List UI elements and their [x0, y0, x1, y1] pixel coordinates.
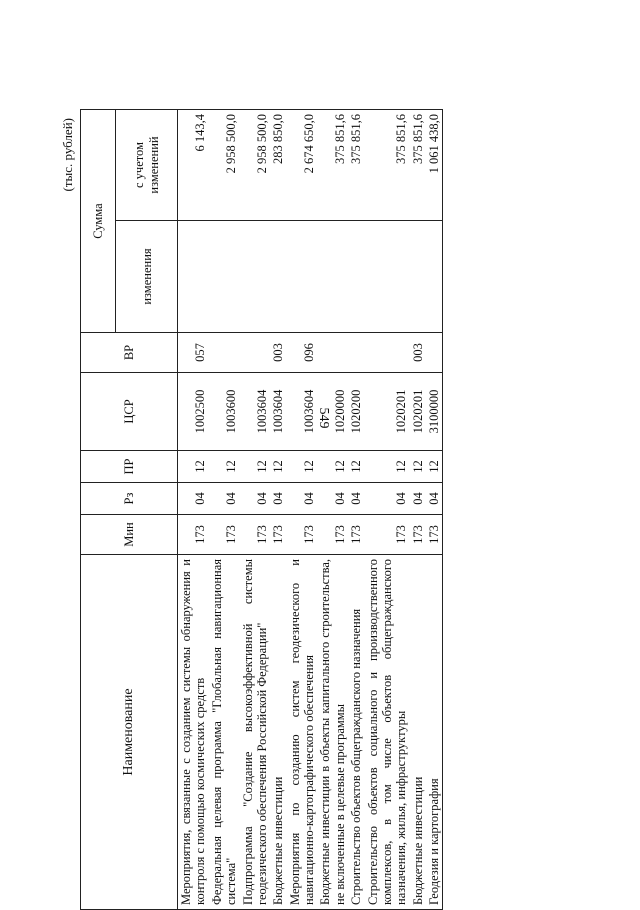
row-min: 173	[365, 515, 410, 555]
row-vr: 003	[270, 333, 286, 373]
header-with-changes: с учетом изменений	[116, 110, 178, 221]
row-rz: 04	[410, 483, 426, 515]
row-csr: 1020200	[348, 373, 364, 451]
row-csr: 1020201	[365, 373, 410, 451]
row-with-changes: 1 061 438,0	[426, 110, 443, 221]
row-min: 173	[426, 515, 443, 555]
row-changes	[348, 221, 364, 333]
row-rz: 04	[178, 483, 209, 515]
row-csr: 1020201	[410, 373, 426, 451]
row-with-changes: 6 143,4	[178, 110, 209, 221]
table-row	[317, 110, 348, 910]
table-row	[287, 110, 318, 910]
table-row	[209, 110, 240, 910]
table-row	[410, 110, 426, 910]
row-csr: 1003604	[270, 373, 286, 451]
row-name: Мероприятия, связанные с созданием системы обнаружения и контроля с помощью космических средств	[178, 555, 209, 910]
row-vr: 057	[178, 333, 209, 373]
row-rz: 04	[209, 483, 240, 515]
row-vr: 096	[287, 333, 318, 373]
rotated-table-sheet	[60, 110, 540, 910]
table-row	[178, 110, 209, 910]
row-min: 173	[410, 515, 426, 555]
row-csr: 1003600	[209, 373, 240, 451]
row-changes	[287, 221, 318, 333]
row-min: 173	[348, 515, 364, 555]
row-rz: 04	[240, 483, 271, 515]
row-changes	[270, 221, 286, 333]
row-with-changes: 2 674 650,0	[287, 110, 318, 221]
row-name: Федеральная целевая программа "Глобальная навигационная система"	[209, 555, 240, 910]
row-pr: 12	[240, 451, 271, 483]
row-with-changes: 2 958 500,0	[209, 110, 240, 221]
row-name: Геодезия и картография	[426, 555, 443, 910]
table-row	[240, 110, 271, 910]
row-pr: 12	[410, 451, 426, 483]
row-min: 173	[178, 515, 209, 555]
row-pr: 12	[426, 451, 443, 483]
row-with-changes: 375 851,6	[410, 110, 426, 221]
row-rz: 04	[348, 483, 364, 515]
row-vr: 003	[410, 333, 426, 373]
row-name: Строительство объектов социального и производственного комплексов, в том числе объектов общегражданского назначения, жилья, инфраструктуры	[365, 555, 410, 910]
table-header	[81, 110, 178, 910]
page-number: 549	[316, 407, 331, 429]
header-min: Мин	[81, 515, 178, 555]
row-with-changes: 375 851,6	[317, 110, 348, 221]
header-vr: ВР	[81, 333, 178, 373]
table-body	[178, 110, 443, 910]
row-vr	[240, 333, 271, 373]
row-name: Бюджетные инвестиции	[270, 555, 286, 910]
row-pr: 12	[365, 451, 410, 483]
header-rz: Рз	[81, 483, 178, 515]
row-changes	[240, 221, 271, 333]
row-csr: 1003604	[287, 373, 318, 451]
units-label: (тыс. рублей)	[60, 118, 75, 192]
row-pr: 12	[287, 451, 318, 483]
row-name: Строительство объектов общегражданского назначения	[348, 555, 364, 910]
row-name: Бюджетные инвестиции в объекты капитального строительства, не включенные в целевые программы	[317, 555, 348, 910]
row-changes	[410, 221, 426, 333]
table-row	[348, 110, 364, 910]
row-pr: 12	[317, 451, 348, 483]
row-min: 173	[317, 515, 348, 555]
row-rz: 04	[270, 483, 286, 515]
row-changes	[209, 221, 240, 333]
row-pr: 12	[348, 451, 364, 483]
budget-table	[80, 109, 443, 910]
row-pr: 12	[209, 451, 240, 483]
row-vr	[365, 333, 410, 373]
table-row	[426, 110, 443, 910]
row-vr	[426, 333, 443, 373]
row-with-changes: 375 851,6	[348, 110, 364, 221]
row-name: Мероприятия по созданию систем геодезического и навигационно-картографического обеспечения	[287, 555, 318, 910]
row-changes	[178, 221, 209, 333]
row-csr: 1002500	[178, 373, 209, 451]
row-rz: 04	[317, 483, 348, 515]
row-changes	[317, 221, 348, 333]
row-name: Бюджетные инвестиции	[410, 555, 426, 910]
table-row	[270, 110, 286, 910]
row-vr	[209, 333, 240, 373]
table-row	[365, 110, 410, 910]
header-changes: изменения	[116, 221, 178, 333]
header-name: Наименование	[81, 555, 178, 910]
row-min: 173	[287, 515, 318, 555]
header-pr: ПР	[81, 451, 178, 483]
row-csr: 1020000	[317, 373, 348, 451]
row-name: Подпрограмма "Создание высокоэффективной системы геодезического обеспечения Российской Федерации"	[240, 555, 271, 910]
row-min: 173	[240, 515, 271, 555]
row-rz: 04	[426, 483, 443, 515]
row-changes	[365, 221, 410, 333]
row-rz: 04	[287, 483, 318, 515]
row-pr: 12	[178, 451, 209, 483]
row-csr: 1003604	[240, 373, 271, 451]
row-min: 173	[270, 515, 286, 555]
row-with-changes: 283 850,0	[270, 110, 286, 221]
row-min: 173	[209, 515, 240, 555]
row-changes	[426, 221, 443, 333]
row-pr: 12	[270, 451, 286, 483]
row-with-changes: 2 958 500,0	[240, 110, 271, 221]
row-csr: 3100000	[426, 373, 443, 451]
header-csr: ЦСР	[81, 373, 178, 451]
row-vr	[317, 333, 348, 373]
row-vr	[348, 333, 364, 373]
row-with-changes: 375 851,6	[365, 110, 410, 221]
row-rz: 04	[365, 483, 410, 515]
header-sum: Сумма	[81, 110, 116, 333]
